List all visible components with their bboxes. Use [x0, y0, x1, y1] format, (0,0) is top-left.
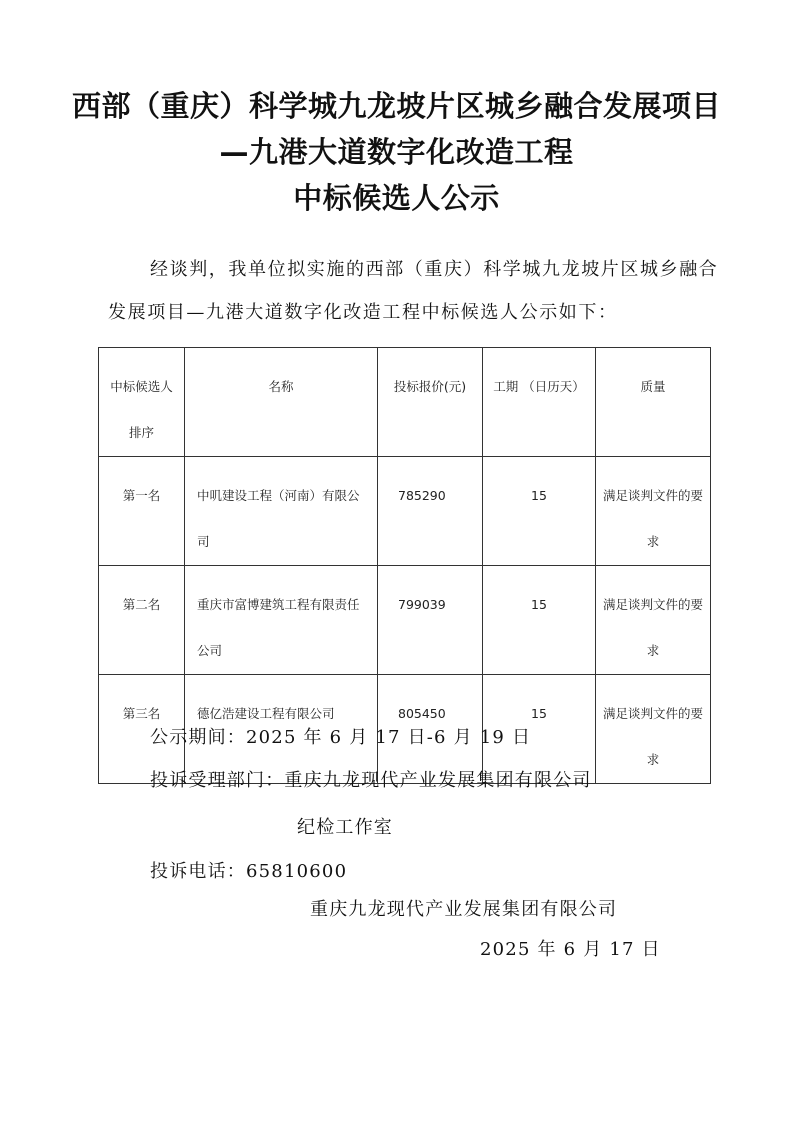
header-price: [378, 348, 483, 457]
cell-rank: 第三名: [99, 675, 185, 784]
document-title-line-2: —九港大道数字化改造工程: [219, 135, 574, 169]
cell-price: 805450: [378, 675, 483, 784]
cell-quality: 满足谈判文件的要求: [596, 457, 711, 566]
header-name-text: 名称: [268, 379, 294, 394]
complaint-phone: 投诉电话：65810600: [150, 861, 348, 882]
document-title-line-1: 西部（重庆）科学城九龙坡片区城乡融合发展项目: [71, 89, 721, 123]
cell-rank: 第二名: [99, 566, 185, 675]
header-rank-text: 中标候选人排序: [110, 379, 173, 440]
cell-quality: 满足谈判文件的要求: [596, 675, 711, 784]
header-name: [185, 348, 378, 457]
cell-period: 15: [483, 566, 596, 675]
table-header-row: [99, 348, 711, 457]
header-rank: [99, 348, 185, 457]
cell-quality: 满足谈判文件的要求: [596, 566, 711, 675]
candidate-table: [98, 347, 711, 784]
intro-paragraph-line-1: 经谈判，我单位拟实施的西部（重庆）科学城九龙坡片区城乡融合: [150, 259, 719, 280]
table-row: [99, 566, 711, 675]
cell-price: 785290: [378, 457, 483, 566]
header-period-text: 工期 （日历天）: [493, 379, 585, 394]
cell-price: 799039: [378, 566, 483, 675]
table-row: [99, 457, 711, 566]
cell-company-name: 德亿浩建设工程有限公司: [185, 675, 378, 784]
intro-paragraph-line-2: 发展项目—九港大道数字化改造工程中标候选人公示如下：: [108, 302, 618, 323]
issuer-name: 重庆九龙现代产业发展集团有限公司: [310, 899, 618, 920]
cell-period: 15: [483, 675, 596, 784]
header-price-text: 投标报价(元): [393, 379, 467, 394]
complaint-department-office: 纪检工作室: [297, 817, 393, 838]
publicity-period: 公示期间：2025 年 6 月 17 日-6 月 19 日: [150, 727, 532, 748]
document-title-line-3: 中标候选人公示: [293, 181, 500, 215]
complaint-department: 投诉受理部门：重庆九龙现代产业发展集团有限公司: [150, 770, 592, 791]
header-quality-text: 质量: [640, 379, 666, 394]
header-period: [483, 348, 596, 457]
cell-rank: 第一名: [99, 457, 185, 566]
cell-period: 15: [483, 457, 596, 566]
cell-company-name: 重庆市富博建筑工程有限责任公司: [185, 566, 378, 675]
issue-date: 2025 年 6 月 17 日: [480, 939, 661, 960]
header-quality: [596, 348, 711, 457]
cell-company-name: 中叽建设工程（河南）有限公司: [185, 457, 378, 566]
